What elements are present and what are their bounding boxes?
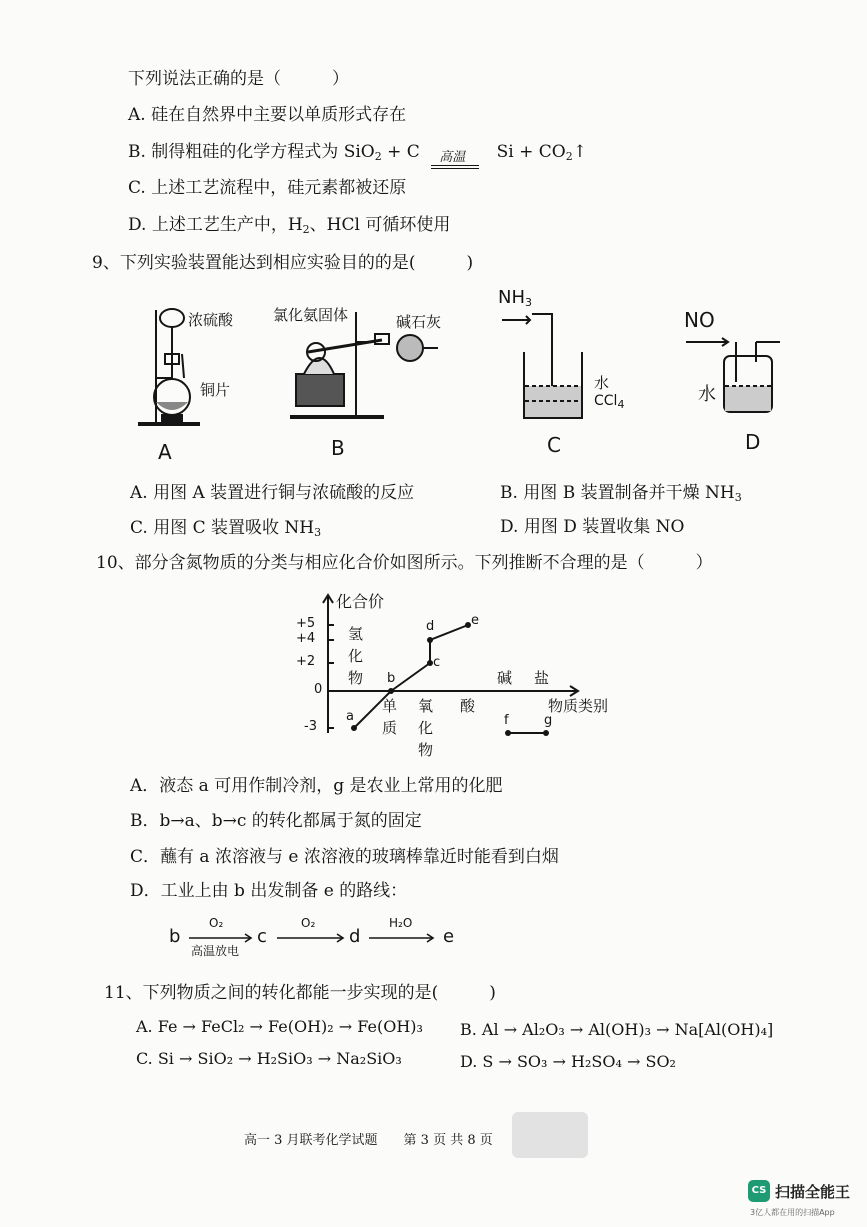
category-salt: 盐 bbox=[534, 669, 550, 687]
category-oxide-3: 物 bbox=[418, 741, 434, 759]
apparatus-c-water: 水 bbox=[594, 374, 610, 392]
route-reagent-3: H₂O bbox=[389, 916, 413, 930]
apparatus-d-gas: NO bbox=[684, 308, 715, 332]
category-hydride-3: 物 bbox=[348, 669, 364, 687]
category-hydride-2: 化 bbox=[348, 647, 364, 665]
apparatus-a-letter: A bbox=[158, 440, 172, 464]
category-oxide-1: 氧 bbox=[418, 697, 434, 715]
smudge-mark bbox=[512, 1112, 588, 1158]
q8-option-d: D. 上述工艺生产中，$H_2$、HCl 可循环使用 bbox=[128, 215, 451, 236]
q11-option-b: B. Al → Al₂O₃ → Al(OH)₃ → Na[Al(OH)₄] bbox=[460, 1020, 774, 1039]
point-label-e: e bbox=[471, 613, 479, 628]
apparatus-c-drawing bbox=[502, 314, 582, 418]
category-oxide-2: 化 bbox=[418, 719, 434, 737]
point-a bbox=[351, 725, 357, 731]
q9-stem: 9、下列实验装置能达到相应实验目的的是( ) bbox=[92, 253, 474, 273]
category-element-2: 质 bbox=[382, 719, 398, 737]
q9-option-d: D. 用图 D 装置收集 NO bbox=[500, 517, 685, 537]
q11-option-c: C. Si → SiO₂ → H₂SiO₃ → Na₂SiO₃ bbox=[136, 1049, 402, 1068]
apparatus-b-letter: B bbox=[331, 436, 345, 460]
route-e: e bbox=[443, 926, 455, 947]
apparatus-c-gas: $NH_3$ bbox=[498, 287, 532, 309]
y-tick-plus5: +5 bbox=[296, 616, 316, 631]
q8-option-c: C. 上述工艺流程中，硅元素都被还原 bbox=[128, 178, 407, 198]
q10-option-a: A．液态 a 可用作制冷剂，g 是农业上常用的化肥 bbox=[130, 776, 503, 796]
apparatus-b-label-lime: 碱石灰 bbox=[396, 313, 442, 331]
q9-option-a: A. 用图 A 装置进行铜与浓硫酸的反应 bbox=[130, 483, 415, 503]
q9-option-b: B. 用图 B 装置制备并干燥 $NH_3$ bbox=[500, 483, 742, 504]
point-f bbox=[505, 730, 511, 736]
q8-option-b: B. 制得粗硅的化学方程式为 SiO$_2$ + C 高温 $Si + CO_2↑$ bbox=[128, 141, 587, 168]
valence-chart bbox=[290, 585, 630, 765]
apparatus-b-label-solid: 氯化氨固体 bbox=[273, 306, 349, 324]
point-label-f: f bbox=[504, 713, 509, 728]
q11-stem: 11、下列物质之间的转化都能一步实现的是( ) bbox=[104, 983, 496, 1003]
valence-chart-svg bbox=[290, 585, 630, 765]
x-axis-title: 物质类别 bbox=[548, 697, 609, 715]
point-g bbox=[543, 730, 549, 736]
apparatus-a-label-acid: 浓硫酸 bbox=[188, 311, 234, 329]
apparatus-d-letter: D bbox=[745, 430, 761, 454]
point-label-d: d bbox=[426, 619, 435, 634]
y-axis-title: 化合价 bbox=[336, 592, 385, 611]
q10-stem: 10、部分含氮物质的分类与相应化合价如图所示。下列推断不合理的是（ ） bbox=[96, 553, 713, 573]
q9-option-c: C. 用图 C 装置吸收 $NH_3$ bbox=[130, 518, 322, 539]
q10-option-c: C．蘸有 a 浓溶液与 e 浓溶液的玻璃棒靠近时能看到白烟 bbox=[130, 847, 559, 867]
apparatus-d-water: 水 bbox=[698, 384, 716, 405]
scanner-app-name: 扫描全能王 bbox=[775, 1183, 851, 1201]
route-condition-1: 高温放电 bbox=[191, 944, 240, 958]
point-label-c: c bbox=[433, 655, 441, 670]
category-base: 碱 bbox=[497, 669, 513, 687]
q11-option-d: D. S → SO₃ → H₂SO₄ → SO₂ bbox=[460, 1052, 676, 1071]
point-label-b: b bbox=[387, 671, 396, 686]
y-tick-zero: 0 bbox=[314, 682, 323, 697]
q11-option-a: A. Fe → FeCl₂ → Fe(OH)₂ → Fe(OH)₃ bbox=[136, 1017, 423, 1036]
scanner-watermark bbox=[748, 1180, 860, 1220]
point-d bbox=[427, 637, 433, 643]
line-b-c bbox=[391, 663, 430, 691]
y-tick-minus3: -3 bbox=[304, 719, 317, 734]
route-b: b bbox=[169, 926, 181, 947]
q8-stem: 下列说法正确的是（ ） bbox=[128, 69, 349, 89]
point-label-g: g bbox=[544, 713, 553, 728]
route-reagent-2: O₂ bbox=[301, 916, 316, 930]
apparatus-c-letter: C bbox=[547, 433, 561, 457]
y-tick-plus2: +2 bbox=[296, 654, 316, 669]
route-c: c bbox=[257, 926, 267, 947]
cs-logo-icon: CS bbox=[748, 1180, 770, 1202]
production-route bbox=[165, 912, 475, 960]
route-d: d bbox=[349, 926, 361, 947]
q8-option-a: A. 硅在自然界中主要以单质形式存在 bbox=[128, 105, 407, 125]
apparatus-a-label-copper: 铜片 bbox=[200, 381, 231, 399]
q10-option-d: D．工业上由 b 出发制备 e 的路线： bbox=[130, 881, 408, 901]
scanner-app-tagline: 3亿人都在用的扫描App bbox=[750, 1208, 835, 1217]
category-hydride-1: 氢 bbox=[348, 625, 364, 643]
point-label-a: a bbox=[346, 709, 354, 724]
point-b bbox=[388, 688, 394, 694]
page-footer: 高一 3 月联考化学试题 第 3 页 共 8 页 bbox=[244, 1133, 493, 1148]
line-d-e bbox=[430, 625, 468, 640]
category-acid: 酸 bbox=[460, 697, 476, 715]
q10-option-b: B．b→a、b→c 的转化都属于氮的固定 bbox=[130, 811, 422, 831]
route-reagent-1: O₂ bbox=[209, 916, 224, 930]
apparatus-c-ccl4: CCl$_4$ bbox=[594, 393, 625, 411]
category-element-1: 单 bbox=[382, 697, 398, 715]
y-tick-plus4: +4 bbox=[296, 631, 316, 646]
